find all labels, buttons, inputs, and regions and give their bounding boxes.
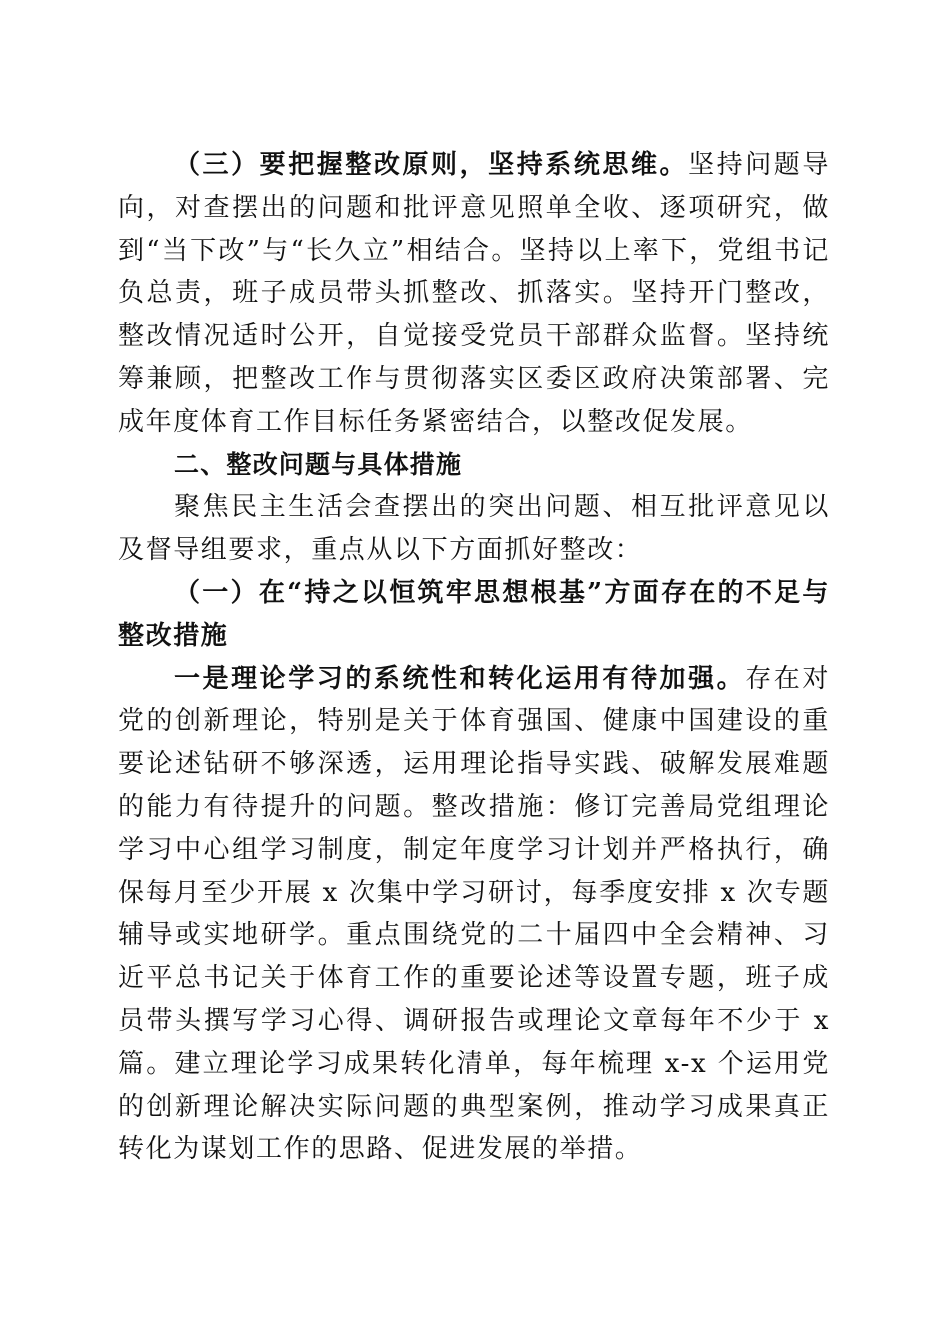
paragraph-item-one xyxy=(118,658,830,1172)
paragraph-principles xyxy=(118,144,830,444)
document-body xyxy=(118,144,830,1171)
section-heading: 二、整改问题与具体措施 xyxy=(174,449,463,479)
paragraph-lead: （三）要把握整改原则，坚持系统思维。 xyxy=(174,150,689,180)
subsection-heading: （一）在“持之以恒筑牢思想根基”方面存在的不足与整改措施 xyxy=(118,577,830,651)
paragraph-text: 坚持问题导向，对查摆出的问题和批评意见照单全收、逐项研究，做到“当下改”与“长久立”相结合。坚持以上率下，党组书记负总责，班子成员带头抓整改、抓落实。坚持开门整改，整改情况适时公开，自觉接受党员干部群众监督。坚持统筹兼顾，把整改工作与贯彻落实区委区政府决策部署、完成年度体育工作目标任务紧密结合，以整改促发展。 xyxy=(118,150,830,437)
item-text: 存在对党的创新理论，特别是关于体育强国、健康中国建设的重要论述钻研不够深透，运用理论指导实践、破解发展难题的能力有待提升的问题。整改措施：修订完善局党组理论学习中心组学习制度，制定年度学习计划并严格执行，确保每月至少开展 x 次集中学习研讨，每季度安排 x 次专题辅导或实地研学。重点围绕党的二十届四中全会精神、习近平总书记关于体育工作的重要论述等设置专题，班子成员带头撰写学习心得、调研报告或理论文章每年不少于 x 篇。建立理论学习成果转化清单，每年梳理 x-x 个运用党的创新理论解决实际问题的典型案例，推动学习成果真正转化为谋划工作的思路、促进发展的举措。 xyxy=(118,663,830,1165)
item-lead: 一是理论学习的系统性和转化运用有待加强。 xyxy=(174,663,746,694)
intro-paragraph: 聚焦民主生活会查摆出的突出问题、相互批评意见以及督导组要求，重点从以下方面抓好整改： xyxy=(118,492,830,566)
